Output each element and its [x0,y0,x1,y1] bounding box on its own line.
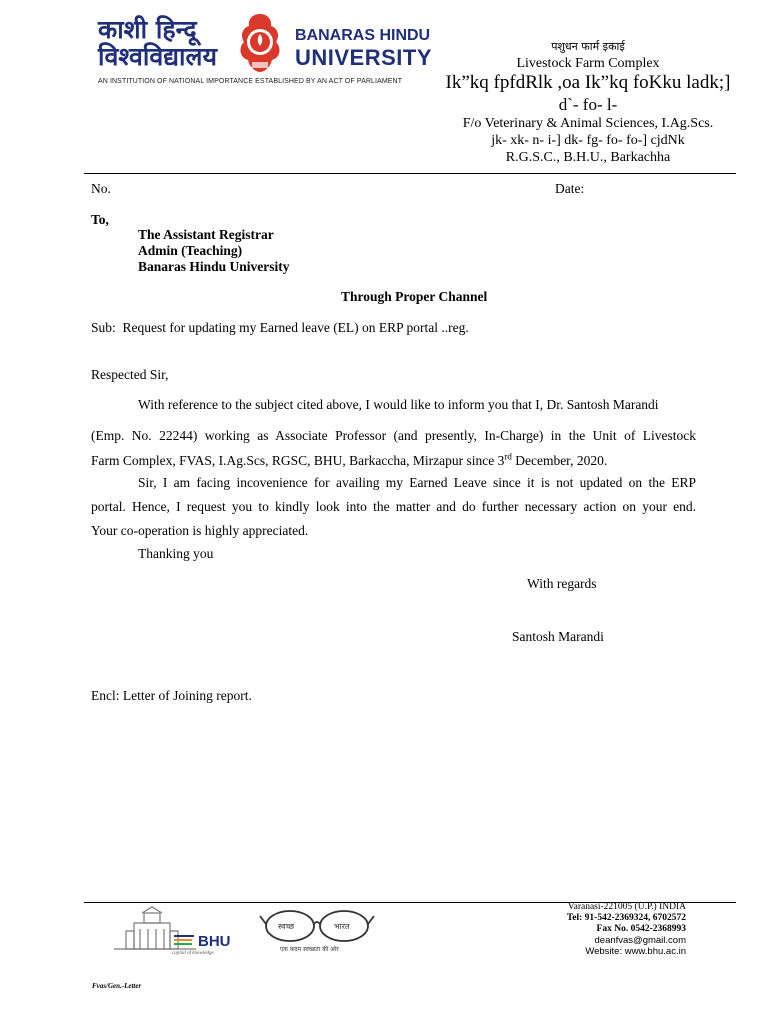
recipient-to: To, [91,212,109,227]
subject-line: Sub: Request for updating my Earned leave (EL) on ERP portal ..reg. [91,320,469,335]
ordinal-suffix: rd [504,451,512,462]
logo-hindi-line2: विश्वविद्यालय [98,42,217,71]
logo-hindi-text [98,16,217,70]
logo-english-line2: UNIVERSITY [295,45,433,70]
faculty-english: F/o Veterinary & Animal Sciences, I.Ag.Scs. [462,116,714,131]
swachh-text: स्वच्छ [278,922,295,931]
paragraph2-line1: Sir, I am facing incovenience for availing my Earned Leave since it is not updated on the ERP [138,475,696,490]
footer-address: Varanasi-221005 (U.P.) INDIA [567,902,686,912]
paragraph2-line3: Your co-operation is highly appreciated. [91,523,309,538]
university-seal-icon [232,12,288,74]
enclosure-note: Encl: Letter of Joining report. [91,688,252,703]
reference-code: Fvas/Gen.-Letter [92,982,142,990]
recipient-line3: Banaras Hindu University [138,259,290,274]
footer-email: deanfvas@gmail.com [594,935,686,946]
campus-kruti: jk- xk- n- i-] dk- fg- fo- fo-] cjdNk [491,133,685,148]
closing-regards: With regards [527,576,597,591]
footer-telephone: Tel: 91-542-2369324, 6702572 [566,913,686,923]
swachh-bharat-glasses-icon [258,906,378,956]
bharat-text: भारत [334,922,350,931]
footer-fax: Fax No. 0542-2368993 [596,924,686,934]
paragraph1-line3-text: Farm Complex, FVAS, I.Ag.Scs, RGSC, BHU, Barkaccha, Mirzapur since 3 [91,453,505,468]
unit-english: Livestock Farm Complex [516,56,660,71]
letter-date-label: Date: [555,181,585,196]
swachh-tagline: एक कदम स्वच्छता की ओर [280,946,339,953]
paragraph1-line2: (Emp. No. 22244) working as Associate Professor (and presently, In-Charge) in the Unit of Livestock [91,428,696,443]
logo-english-line1: BANARAS HINDU [295,27,431,44]
logo-hindi-line1: काशी हिन्दू [98,15,197,44]
institute-kruti: d`- fo- l- [558,95,618,114]
footer-website: Website: www.bhu.ac.in [585,946,686,957]
paragraph1-line3-end: December, 2020. [511,453,608,468]
closing-thanks: Thanking you [138,546,214,561]
salutation: Respected Sir, [91,367,169,382]
unit-hindi: पशुधन फार्म इकाई [551,40,625,53]
faculty-kruti: Ik”kq fpfdRlk ,oa Ik”kq foKku ladk;] [445,72,731,93]
letter-number-label: No. [91,181,111,196]
logo-english [295,25,432,69]
campus-english: R.G.S.C., B.H.U., Barkachha [505,150,671,165]
logo-tagline: AN INSTITUTION OF NATIONAL IMPORTANCE ESTABLISHED BY AN ACT OF PARLIAMENT [98,78,403,85]
recipient-line2: Admin (Teaching) [138,243,243,258]
paragraph2-line2: portal. Hence, I request you to kindly look into the matter and do further necessary action on your end. [91,499,696,514]
signatory-name: Santosh Marandi [512,629,604,644]
bhu-logo-subtitle: capital of knowledge [172,951,214,955]
channel-heading: Through Proper Channel [341,289,488,304]
paragraph1-line3 [91,453,607,469]
bhu-logo-text: BHU [198,933,231,950]
header-divider [84,173,736,174]
bhu-building-logo-icon [112,905,262,955]
footer-contact [567,902,686,957]
unit-address-block [438,38,738,166]
recipient-line1: The Assistant Registrar [138,227,274,242]
paragraph1-line1: With reference to the subject cited above, I would like to inform you that I, Dr. Santosh Marandi [138,397,659,412]
